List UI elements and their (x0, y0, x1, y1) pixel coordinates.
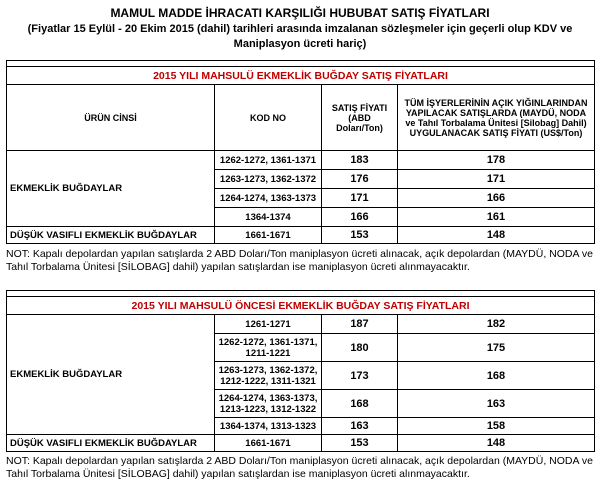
price-cell: 173 (322, 362, 398, 390)
code-cell: 1661-1671 (215, 227, 322, 244)
open-price-cell: 175 (398, 334, 595, 362)
price-table-2015 (6, 60, 595, 244)
open-price-cell: 163 (398, 390, 595, 418)
open-price-cell: 158 (398, 418, 595, 435)
price-table-pre-2015 (6, 290, 595, 452)
price-cell: 171 (322, 189, 398, 208)
code-cell: 1364-1374 (215, 208, 322, 227)
table-note: NOT: Kapalı depolardan yapılan satışlarda 2 ABD Doları/Ton maniplasyon ücreti alınacak, açık depolardan (MAYDÜ, NODA ve Tahıl Torbalama Ünitesi [SİLOBAG] dahil) yapılan satışlardan ise maniplasyon ücreti alınmayacaktır. (6, 248, 593, 273)
group-label: EKMEKLİK BUĞDAYLAR (7, 151, 215, 227)
column-header-row (7, 85, 595, 151)
col-header-code: KOD NO (215, 85, 322, 151)
open-price-cell: 148 (398, 227, 595, 244)
price-cell: 187 (322, 315, 398, 334)
open-price-cell: 166 (398, 189, 595, 208)
table-row (7, 227, 595, 244)
table-row (7, 151, 595, 170)
page-subtitle (0, 22, 600, 52)
open-price-cell: 161 (398, 208, 595, 227)
open-price-cell: 178 (398, 151, 595, 170)
table-row (7, 315, 595, 334)
open-price-cell: 148 (398, 435, 595, 452)
low-grade-label: DÜŞÜK VASIFLI EKMEKLİK BUĞDAYLAR (7, 435, 215, 452)
open-price-cell: 171 (398, 170, 595, 189)
open-price-cell: 182 (398, 315, 595, 334)
page-title: MAMUL MADDE İHRACATI KARŞILIĞI HUBUBAT SATIŞ FİYATLARI (110, 6, 490, 20)
price-cell: 163 (322, 418, 398, 435)
price-cell: 176 (322, 170, 398, 189)
price-cell: 183 (322, 151, 398, 170)
col-header-price: SATIŞ FİYATI (ABD Doları/Ton) (322, 85, 398, 151)
price-cell: 180 (322, 334, 398, 362)
table-note: NOT: Kapalı depolardan yapılan satışlarda 2 ABD Doları/Ton maniplasyon ücreti alınacak, açık depolardan (MAYDÜ, NODA ve Tahıl Torbalama Ünitesi [SİLOBAG] dahil) yapılan satışlardan ise maniplasyon ücreti alınmayacaktır. (6, 455, 593, 480)
code-cell: 1264-1274, 1363-1373, 1213-1223, 1312-1322 (215, 390, 322, 418)
col-header-open-price: TÜM İŞYERLERİNİN AÇIK YIĞINLARINDAN YAPILACAK SATIŞLARDA (MAYDÜ, NODA ve Tahıl Torbalama Ünitesi [Silobag] Dahil) UYGULANACAK SATIŞ FİYATI (US$/Ton) (398, 85, 595, 151)
col-header-product: ÜRÜN CİNSİ (7, 85, 215, 151)
table-title-row (7, 297, 595, 315)
subtitle-line-1: (Fiyatlar 15 Eylül - 20 Ekim 2015 (dahil) tarihleri arasında imzalanan sözleşmeler için geçerli olup KDV ve (27, 23, 573, 35)
code-cell: 1263-1273, 1362-1372, 1212-1222, 1311-1321 (215, 362, 322, 390)
code-cell: 1661-1671 (215, 435, 322, 452)
code-cell: 1364-1374, 1313-1323 (215, 418, 322, 435)
subtitle-line-2: Maniplasyon ücreti hariç) (233, 38, 367, 50)
group-label: EKMEKLİK BUĞDAYLAR (7, 315, 215, 435)
price-cell: 166 (322, 208, 398, 227)
table-title: 2015 YILI MAHSULÜ ÖNCESİ EKMEKLİK BUĞDAY SATIŞ FİYATLARI (7, 297, 595, 315)
price-cell: 168 (322, 390, 398, 418)
code-cell: 1262-1272, 1361-1371 (215, 151, 322, 170)
code-cell: 1263-1273, 1362-1372 (215, 170, 322, 189)
table-title: 2015 YILI MAHSULÜ EKMEKLİK BUĞDAY SATIŞ FİYATLARI (7, 67, 595, 85)
code-cell: 1264-1274, 1363-1373 (215, 189, 322, 208)
price-cell: 153 (322, 227, 398, 244)
price-cell: 153 (322, 435, 398, 452)
low-grade-label: DÜŞÜK VASIFLI EKMEKLİK BUĞDAYLAR (7, 227, 215, 244)
open-price-cell: 168 (398, 362, 595, 390)
table-row (7, 435, 595, 452)
code-cell: 1262-1272, 1361-1371, 1211-1221 (215, 334, 322, 362)
code-cell: 1261-1271 (215, 315, 322, 334)
table-title-row (7, 67, 595, 85)
